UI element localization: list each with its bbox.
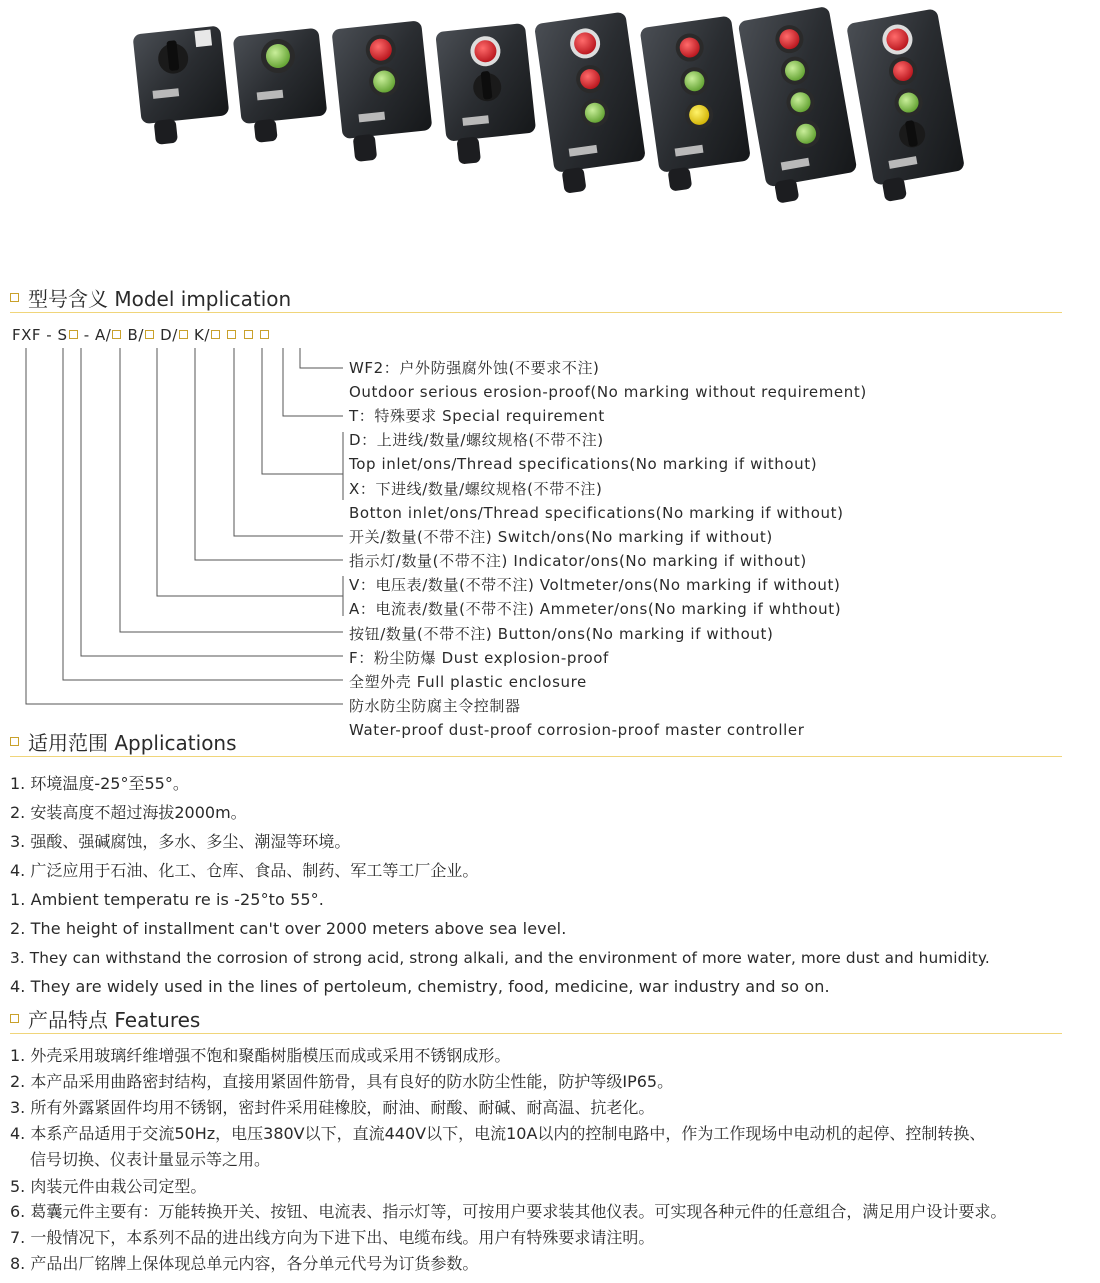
- product-three-button-yellow-box: [640, 16, 754, 193]
- application-item: 1. 环境温度-25°至55°。: [10, 774, 189, 793]
- feature-item: 6. 葛囊元件主要有：万能转换开关、按钮、电流表、指示灯等，可按用户要求装其他仪表。可实现各种元件的任意组合，满足用户设计要求。: [10, 1202, 1007, 1221]
- code-part: - A/: [78, 326, 112, 344]
- application-item: 3. They can withstand the corrosion of strong acid, strong alkali, and the environment of more water, more dust and humidity.: [10, 949, 990, 967]
- feature-item: 8. 产品出厂铭牌上保体现总单元内容，各分单元代号为订货参数。: [10, 1254, 479, 1273]
- placeholder-box: [69, 330, 78, 339]
- placeholder-box: [227, 330, 236, 339]
- placeholder-box: [244, 330, 253, 339]
- code-part: K/: [188, 326, 210, 344]
- square-bullet-icon: [10, 737, 19, 746]
- section-title: 产品特点 Features: [28, 1008, 201, 1032]
- product-single-button-box: [233, 28, 330, 144]
- feature-item-continued: 信号切换、仪表计量显示等之用。: [30, 1150, 271, 1169]
- placeholder-box: [145, 330, 154, 339]
- model-implication-header: [10, 282, 1062, 313]
- product-rotary-switch-box: [132, 25, 231, 146]
- application-item: 2. 安装高度不超过海拔2000m。: [10, 803, 247, 822]
- model-line: D：上进线/数量/螺纹规格(不带不注): [349, 431, 604, 449]
- model-connector-tree: [0, 340, 360, 710]
- connector-line: [120, 348, 343, 632]
- connector-line: [283, 348, 343, 416]
- connector-line: [63, 348, 343, 680]
- code-part: FXF - S: [12, 326, 68, 344]
- application-item: 4. They are widely used in the lines of pertoleum, chemistry, food, medicine, war industry and so on.: [10, 977, 830, 996]
- application-item: 1. Ambient temperatu re is -25°to 55°.: [10, 890, 324, 909]
- model-line: Top inlet/ons/Thread specifications(No marking if without): [349, 455, 818, 473]
- placeholder-box: [211, 330, 220, 339]
- product-button-switch-box: [435, 23, 539, 166]
- model-line: 开关/数量(不带不注) Switch/ons(No marking if without): [349, 528, 773, 546]
- product-three-button-switch-box: [846, 8, 968, 203]
- feature-item: 2. 本产品采用曲路密封结构，直接用紧固件筋骨，具有良好的防水防尘性能，防护等级IP65。: [10, 1072, 674, 1091]
- feature-item: 1. 外壳采用玻璃纤维增强不饱和聚酯树脂模压而成或采用不锈钢成形。: [10, 1046, 511, 1065]
- model-line: V：电压表/数量(不带不注) Voltmeter/ons(No marking if without): [349, 576, 841, 594]
- placeholder-box: [179, 330, 188, 339]
- features-header: [10, 1003, 1062, 1034]
- model-line: Outdoor serious erosion-proof(No marking without requirement): [349, 383, 867, 401]
- section-title: 型号含义 Model implication: [28, 287, 292, 311]
- model-line: T：特殊要求 Special requirement: [349, 407, 605, 425]
- model-line: 防水防尘防腐主令控制器: [349, 697, 521, 715]
- model-line: 按钮/数量(不带不注) Button/ons(No marking if without): [349, 625, 774, 643]
- connector-line: [157, 348, 343, 596]
- square-bullet-icon: [10, 293, 19, 302]
- model-line: 全塑外壳 Full plastic enclosure: [349, 673, 587, 691]
- feature-item: 3. 所有外露紧固件均用不锈钢，密封件采用硅橡胶，耐油、耐酸、耐碱、耐高温、抗老化。: [10, 1098, 655, 1117]
- model-line: A：电流表/数量(不带不注) Ammeter/ons(No marking if whthout): [349, 600, 842, 618]
- code-part: B/: [122, 326, 144, 344]
- connector-line: [262, 348, 343, 474]
- feature-item: 4. 本系产品适用于交流50Hz，电压380V以下，直流440V以下，电流10A以内的控制电路中，作为工作现场中电动机的起停、控制转换、: [10, 1124, 986, 1143]
- model-line: Botton inlet/ons/Thread specifications(No marking if without): [349, 504, 844, 522]
- connector-line: [26, 348, 343, 704]
- connector-line: [300, 348, 343, 368]
- square-bullet-icon: [10, 1014, 19, 1023]
- model-line: Water-proof dust-proof corrosion-proof master controller: [349, 721, 805, 739]
- section-title: 适用范围 Applications: [28, 731, 237, 755]
- application-item: 4. 广泛应用于石油、化工、仓库、食品、制药、军工等工厂企业。: [10, 861, 479, 880]
- connector-line: [234, 348, 343, 536]
- product-photo-strip: [0, 0, 1100, 210]
- code-part: D/: [154, 326, 178, 344]
- product-three-indicator-box: [534, 12, 649, 195]
- feature-item: 7. 一般情况下，本系列不品的进出线方向为下进下出、电缆布线。用户有特殊要求请注明。: [10, 1228, 655, 1247]
- model-line: WF2：户外防强腐外蚀(不要求不注): [349, 359, 600, 377]
- placeholder-box: [112, 330, 121, 339]
- placeholder-box: [260, 330, 269, 339]
- product-four-button-box: [738, 6, 861, 205]
- application-item: 2. The height of installment can't over 2000 meters above sea level.: [10, 919, 567, 938]
- applications-header: [10, 726, 1062, 757]
- product-two-button-box: [331, 20, 435, 163]
- model-line: F：粉尘防爆 Dust explosion-proof: [349, 649, 609, 667]
- application-item: 3. 强酸、强碱腐蚀，多水、多尘、潮湿等环境。: [10, 832, 351, 851]
- connector-line: [195, 348, 343, 560]
- model-line: X：下进线/数量/螺纹规格(不带不注): [349, 480, 603, 498]
- feature-item: 5. 肉装元件由栽公司定型。: [10, 1177, 207, 1196]
- model-line: 指示灯/数量(不带不注) Indicator/ons(No marking if without): [349, 552, 807, 570]
